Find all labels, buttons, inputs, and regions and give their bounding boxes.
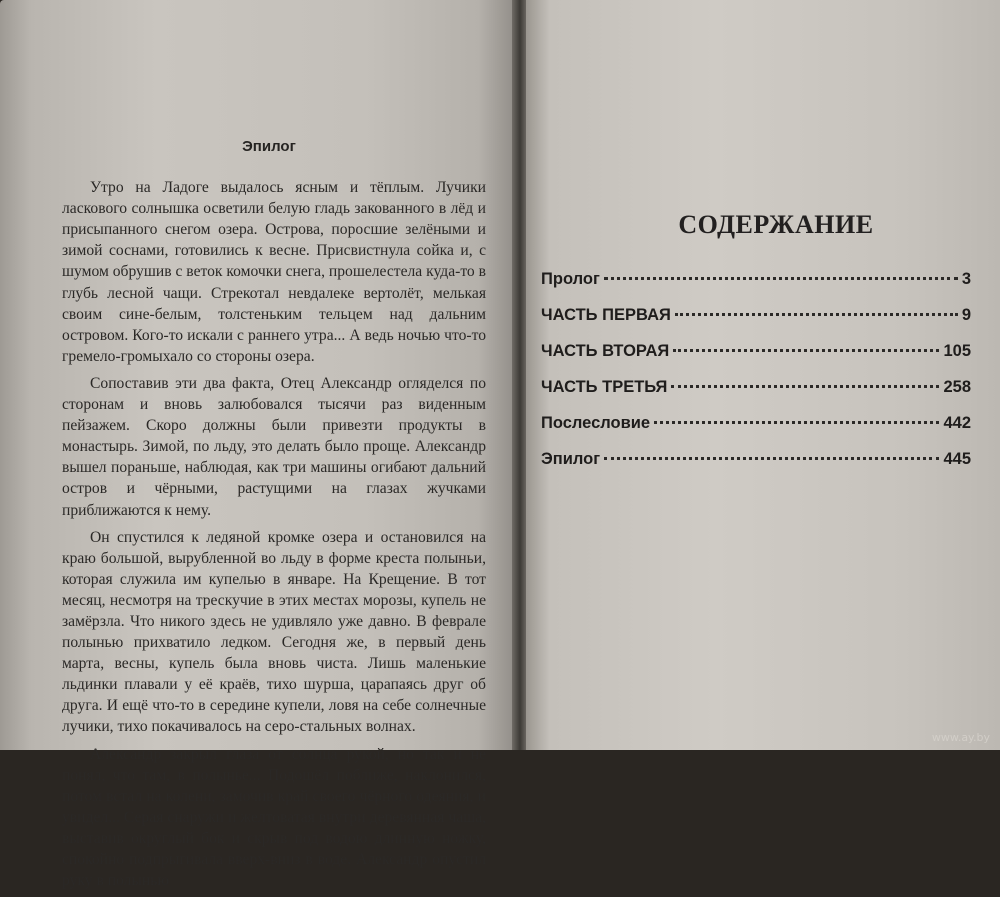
toc-entry-page: 442 xyxy=(943,414,971,432)
epilogue-heading: Эпилог xyxy=(242,138,296,155)
paragraph: Утро на Ладоге выдалось ясным и тёплым. Лучики ласкового солнышка осветили белую гладь закованного в лёд и присыпанного снегом озера. Острова, поросшие зелёными и зимой соснами, готовились к весне. Присвистнула сойка и, с шумом обрушив с веток комочки снега, прошелестела куда-то в глубь лесной чащи. Стрекотал невдалеке вертолёт, мелькая своим сине-белым, толстеньким тельцем над дальним островом. Кого-то искали с раннего утра... А ведь ночью что-то гремело-громыхало со стороны озера. xyxy=(62,179,486,365)
toc-entry-afterword xyxy=(541,414,971,450)
toc-leader-dots xyxy=(604,457,939,460)
paragraph: Он спустился к ледяной кромке озера и остановился на краю большой, вырубленной во льду в форме креста полыньи, которая служила им купелью в январе. На Крещение. В тот месяц, несмотря на трескучие в этих местах морозы, купель не замёрзла. Что никого здесь не удивляло уже давно. В феврале полынью прихватило ледком. Сегодня же, в первый день марта, весны, купель была вновь чиста. Лишь маленькие льдинки плавали у её краёв, тихо шурша, царапаясь друг об друга. И ещё что-то в середине купели, ловя на себе солнечные лучики, тихо покачивалось на серо-стальных волнах. xyxy=(62,528,486,736)
toc-entry-label: Послесловие xyxy=(541,414,651,432)
paragraph: Александр закрыл глаза от солнца рукой, но так и не понял, что там, в полынье... Подошёл поближе, наклонился, потом встал на колени, замочив край своего чёрного одеяния, и увидел... Серая снаружи и желтоватая внутри деревянная чаша, выставив округлый бок и скрыв под водою длинную ножку, спокойно подпрыгивала вверх-вниз в воде. Александр опустил руку в полынью xyxy=(62,745,486,890)
toc-entry-part-three xyxy=(541,378,971,414)
toc-entry-label: ЧАСТЬ ПЕРВАЯ xyxy=(541,306,671,324)
toc-leader-dots xyxy=(675,313,958,316)
toc-entry-part-two xyxy=(541,342,971,378)
right-page xyxy=(526,0,1000,750)
left-page-text xyxy=(62,136,486,897)
toc-entry-epilogue xyxy=(541,450,971,486)
toc-entry-page: 445 xyxy=(943,450,971,468)
toc-leader-dots xyxy=(671,385,939,388)
toc-entry-page: 3 xyxy=(961,270,971,288)
toc-entry-label: ЧАСТЬ ВТОРАЯ xyxy=(541,342,670,360)
toc-entry-label: Эпилог xyxy=(541,450,601,468)
toc-entry-label: ЧАСТЬ ТРЕТЬЯ xyxy=(541,378,668,396)
toc-entry-label: Пролог xyxy=(541,270,600,288)
toc-entry-part-one xyxy=(541,306,971,342)
toc-leader-dots xyxy=(654,421,939,424)
toc-leader-dots xyxy=(604,277,958,280)
toc-entry-page: 258 xyxy=(943,378,971,396)
toc-entry-page: 105 xyxy=(943,342,971,360)
paragraph: Сопоставив эти два факта, Отец Александр огляделся по сторонам и вновь залюбовался тысячи раз виденным пейзажем. Скоро должны были привезти продукты в монастырь. Зимой, по льду, это делать было проще. Александр вышел пораньше, наблюдая, как три машины огибают дальний остров и чёрными, растущими на глазах жучками приближаются к нему. xyxy=(62,374,486,519)
site-watermark: www.ay.by xyxy=(931,731,990,744)
toc-title: СОДЕРЖАНИЕ xyxy=(678,210,874,239)
toc-entry-page: 9 xyxy=(961,306,971,324)
toc-leader-dots xyxy=(673,349,939,352)
table-of-contents xyxy=(541,270,971,486)
toc-entry-prologue xyxy=(541,270,971,306)
